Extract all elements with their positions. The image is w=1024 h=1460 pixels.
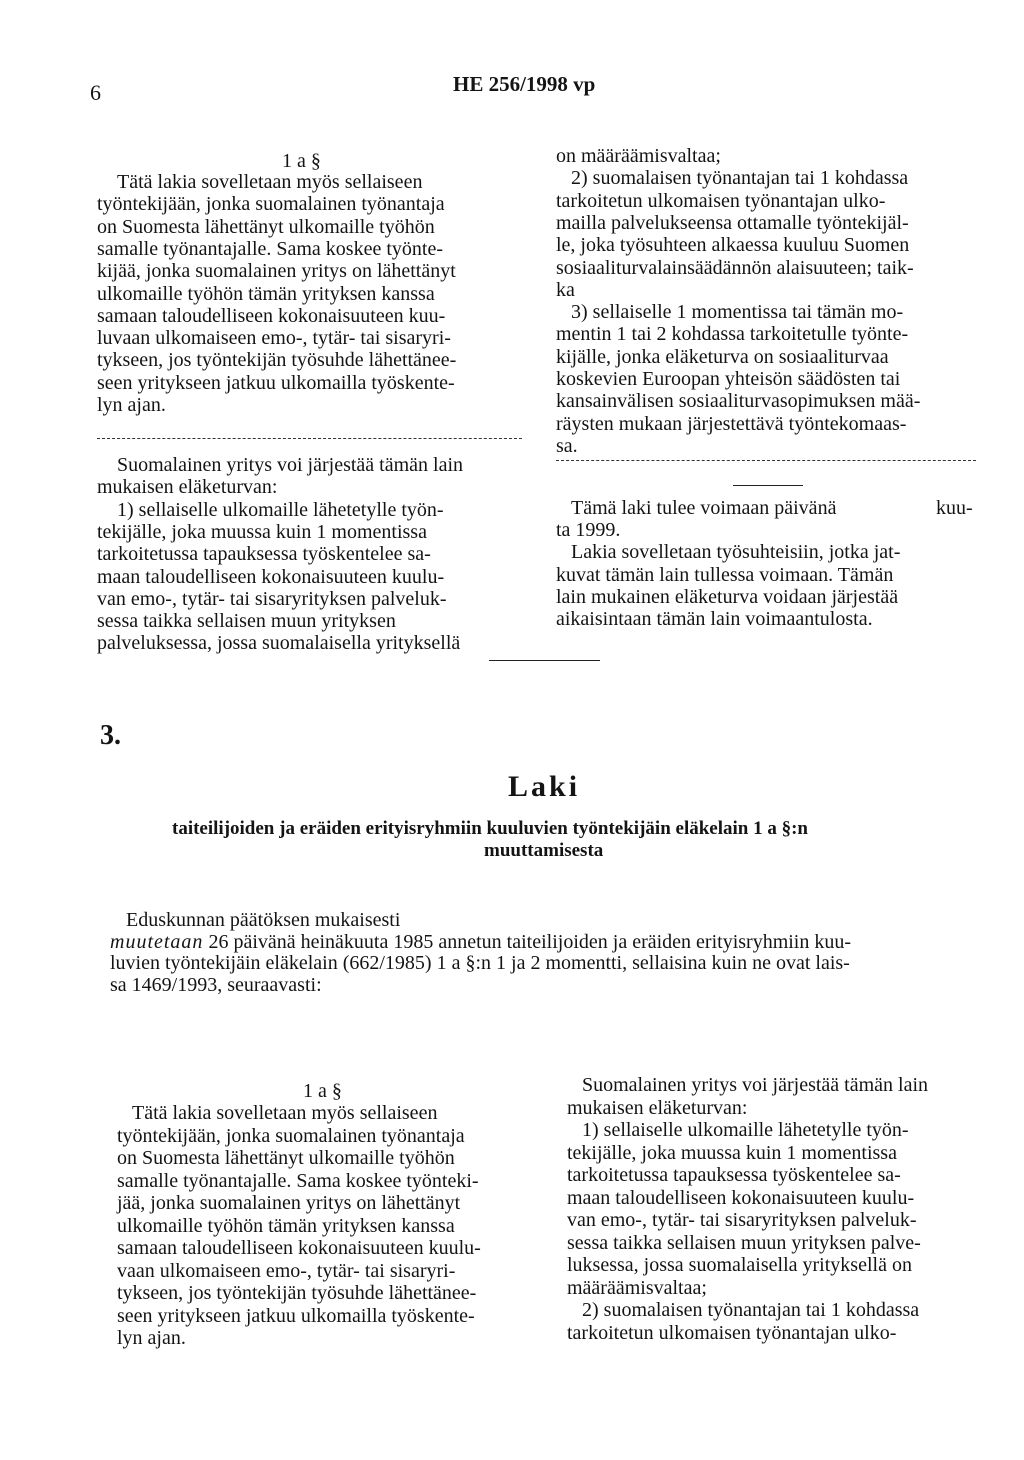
law-subtitle-line2: muuttamisesta (484, 840, 604, 861)
text-line: palveluksessa, jossa suomalaisella yrityksellä (97, 632, 461, 655)
amendment-line2: luvien työntekijäin eläkelain (662/1985) 1 a §:n 1 ja 2 momentti, sellaisina kuin ne ovat lais- (110, 952, 850, 974)
section-heading-bottom: 1 a § (303, 1080, 342, 1102)
text-line: lyn ajan. (117, 1327, 186, 1349)
text-line: on Suomesta lähettänyt ulkomaille työhön (117, 1147, 455, 1169)
text-line: maan taloudelliseen kokonaisuuteen kuulu- (567, 1186, 915, 1209)
text-line: tekijälle, joka muussa kuin 1 momentissa (567, 1141, 897, 1164)
text-line: sa. (556, 434, 578, 457)
text-line: tekijälle, joka muussa kuin 1 momentissa (97, 520, 427, 543)
text-line: Suomalainen yritys voi järjestää tämän lain (117, 454, 464, 476)
text-line: mukaisen eläketurvan: (567, 1096, 748, 1119)
text-line: mailla palvelukseensa ottamalle työntekijäl- (556, 211, 909, 234)
text-line: kijälle, jonka eläketurva on sosiaaliturvaa (556, 345, 889, 368)
law-title: Laki (508, 770, 581, 803)
text-line: tarkoitetun ulkomaisen työnantajan ulko- (556, 189, 886, 212)
text-line: 1) sellaiselle ulkomaille lähetetylle työn- (117, 498, 444, 521)
text-line: vaan ulkomaiseen emo-, tytär- tai sisaryri- (117, 1259, 456, 1282)
text-line: maan taloudelliseen kokonaisuuteen kuulu- (97, 565, 445, 588)
text-line: 1) sellaiselle ulkomaille lähetetylle työn- (582, 1119, 909, 1141)
amendment-line1 (110, 932, 851, 952)
text-line: samaan taloudelliseen kokonaisuuteen kuu- (97, 304, 446, 327)
text-line: Tätä lakia sovelletaan myös sellaiseen (117, 171, 423, 193)
text-line: on Suomesta lähettänyt ulkomaille työhön (97, 215, 435, 238)
document-id: HE 256/1998 vp (453, 72, 596, 96)
text-line: sessa taikka sellaisen muun yrityksen palve- (567, 1231, 921, 1254)
text-line: luksessa, jossa suomalaisella yrityksellä on (567, 1254, 912, 1276)
entry-into-force-line: Tämä laki tulee voimaan päivänä (571, 497, 837, 519)
text-line: tykseen, jos työntekijän työsuhde lähettänee- (97, 349, 457, 372)
text-line: tykseen, jos työntekijän työsuhde lähettänee- (117, 1282, 477, 1304)
text-line: räysten mukaan järjestettävä työntekomaas- (556, 412, 907, 435)
amend-rest: 26 päivänä heinäkuuta 1985 annetun taiteilijoiden ja eräiden erityisryhmiin kuu- (208, 931, 852, 953)
section-heading-top: 1 a § (282, 150, 321, 172)
text-line: le, joka työsuhteen alkaessa kuuluu Suomen (556, 234, 910, 257)
page-number: 6 (90, 80, 101, 105)
text-line: samaan taloudelliseen kokonaisuuteen kuulu- (117, 1237, 481, 1259)
text-line: sessa taikka sellaisen muun yrityksen (97, 610, 396, 633)
entry-into-force-month: kuu- (936, 497, 973, 519)
text-line: mukaisen eläketurvan: (97, 476, 278, 499)
omission-dashes-right (556, 460, 976, 461)
text-line: 2) suomalaisen työnantajan tai 1 kohdassa (582, 1299, 920, 1321)
text-line: seen yritykseen jatkuu ulkomailla työskente- (97, 371, 455, 394)
amend-verb: muutetaan (110, 931, 204, 953)
text-line: määräämisvaltaa; (567, 1276, 707, 1299)
text-line: ulkomaille työhön tämän yrityksen kanssa (117, 1214, 455, 1237)
amendment-line3: sa 1469/1993, seuraavasti: (110, 974, 322, 996)
text-line: Lakia sovelletaan työsuhteisiin, jotka jat- (571, 541, 901, 564)
section-separator (489, 660, 600, 661)
text-line: Tätä lakia sovelletaan myös sellaiseen (132, 1102, 438, 1124)
text-line: sosiaaliturvalainsäädännön alaisuuteen; taik- (556, 256, 914, 279)
text-line: van emo-, tytär- tai sisaryrityksen palveluk- (567, 1209, 917, 1231)
text-line: Suomalainen yritys voi järjestää tämän lain (582, 1074, 929, 1096)
text-line: tarkoitetussa tapauksessa työskentelee sa- (567, 1164, 901, 1186)
text-line: kansainvälisen sosiaaliturvasopimuksen mää- (556, 390, 921, 413)
text-line: on määräämisvaltaa; (556, 145, 721, 167)
text-line: 2) suomalaisen työnantajan tai 1 kohdassa (571, 167, 909, 190)
text-line: 3) sellaiselle 1 momentissa tai tämän mo- (571, 301, 904, 324)
law-number: 3. (100, 720, 121, 751)
text-line: koskevien Euroopan yhteisön säädösten tai (556, 368, 901, 390)
text-line: jää, jonka suomalainen yritys on lähettänyt (117, 1192, 461, 1214)
text-line: van emo-, tytär- tai sisaryrityksen palveluk- (97, 587, 447, 610)
text-line: luvaan ulkomaiseen emo-, tytär- tai sisaryri- (97, 327, 451, 350)
text-line: työntekijään, jonka suomalainen työnantaja (97, 193, 445, 216)
text-line: lyn ajan. (97, 394, 166, 416)
omission-dashes-left (97, 438, 522, 439)
preamble: Eduskunnan päätöksen mukaisesti (126, 909, 401, 931)
text-line: mentin 1 tai 2 kohdassa tarkoitetulle työnte- (556, 323, 909, 346)
text-line: lain mukainen eläketurva voidaan järjestää (556, 585, 899, 608)
text-line: seen yritykseen jatkuu ulkomailla työskente- (117, 1304, 475, 1327)
entry-into-force-rule (733, 485, 803, 486)
text-line: ta 1999. (556, 519, 621, 541)
text-line: kijää, jonka suomalainen yritys on lähettänyt (97, 260, 456, 283)
text-line: työntekijään, jonka suomalainen työnantaja (117, 1124, 465, 1147)
text-line: aikaisintaan tämän lain voimaantulosta. (556, 608, 873, 631)
text-line: ulkomaille työhön tämän yrityksen kanssa (97, 282, 435, 305)
text-line: ka (556, 278, 575, 301)
text-line: kuvat tämän lain tullessa voimaan. Tämän (556, 563, 894, 586)
law-subtitle-line1: taiteilijoiden ja eräiden erityisryhmiin kuuluvien työntekijäin eläkelain 1 a §:n (172, 818, 808, 839)
text-line: samalle työnantajalle. Sama koskee työnteki- (117, 1169, 479, 1192)
text-line: tarkoitetun ulkomaisen työnantajan ulko- (567, 1321, 897, 1344)
text-line: tarkoitetussa tapauksessa työskentelee sa- (97, 543, 431, 566)
text-line: samalle työnantajalle. Sama koskee työnte- (97, 237, 443, 260)
